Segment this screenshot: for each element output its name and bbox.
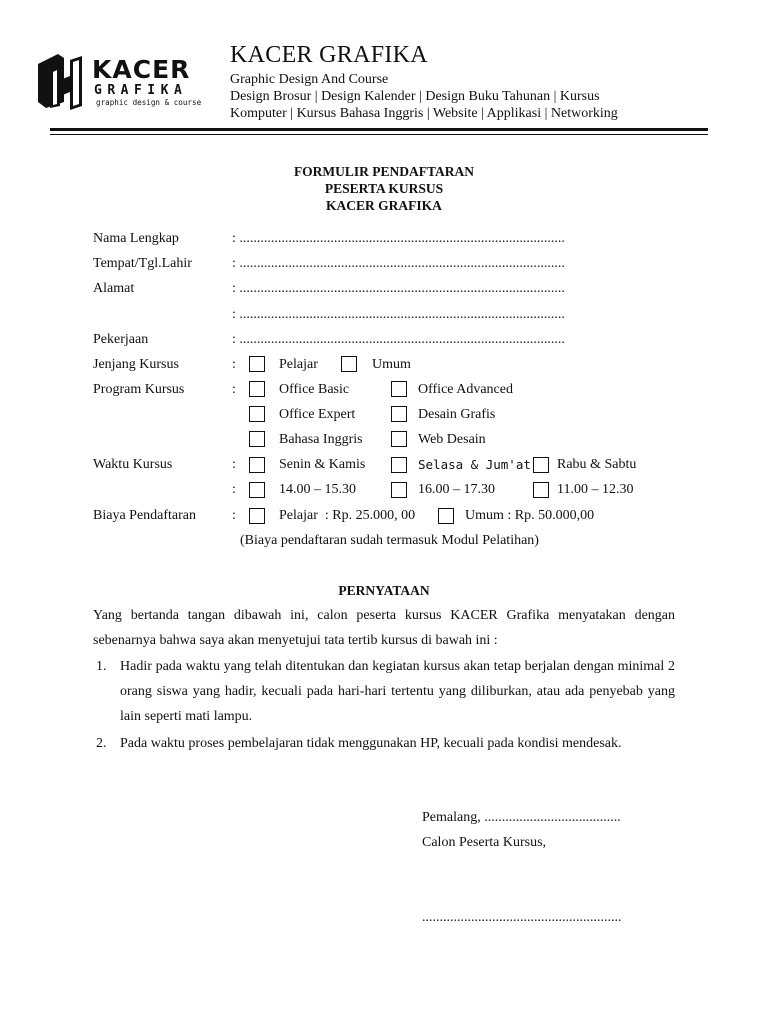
biaya-note: (Biaya pendaftaran sudah termasuk Modul Pelatihan) bbox=[240, 533, 539, 548]
option-time-1600: 16.00 – 17.30 bbox=[418, 482, 495, 497]
label-biaya-pendaftaran: Biaya Pendaftaran bbox=[93, 508, 197, 523]
signature-place-date[interactable]: Pemalang, ....................................... bbox=[422, 810, 621, 825]
option-biaya-pelajar: Pelajar : Rp. 25.000, 00 bbox=[279, 508, 416, 523]
logo-text-bottom: graphic design & course bbox=[96, 98, 202, 107]
label-alamat: Alamat bbox=[93, 281, 135, 296]
option-time-1400: 14.00 – 15.30 bbox=[279, 482, 356, 497]
option-time-1100: 11.00 – 12.30 bbox=[557, 482, 634, 497]
header-divider-thin bbox=[50, 134, 708, 135]
label-tempat-tgl-lahir: Tempat/Tgl.Lahir bbox=[93, 256, 192, 271]
logo-mark-icon bbox=[38, 54, 82, 110]
label-jenjang-kursus: Jenjang Kursus bbox=[93, 357, 179, 372]
checkbox-bahasa-inggris[interactable] bbox=[249, 431, 265, 447]
alamat-field-2[interactable]: : ............................................................................................. bbox=[232, 307, 565, 322]
option-office-advanced: Office Advanced bbox=[418, 382, 513, 397]
header-divider-thick bbox=[50, 128, 708, 131]
colon: : bbox=[232, 482, 236, 497]
logo-text-top: KACER bbox=[92, 55, 191, 84]
form-title-line-1: FORMULIR PENDAFTARAN bbox=[293, 164, 475, 179]
colon: : bbox=[232, 382, 236, 397]
checkbox-web-desain[interactable] bbox=[391, 431, 407, 447]
tempat-tgl-lahir-field[interactable]: : ............................................................................................. bbox=[232, 256, 565, 271]
checkbox-time-1400[interactable] bbox=[249, 482, 265, 498]
label-pekerjaan: Pekerjaan bbox=[93, 332, 149, 347]
option-jenjang-pelajar: Pelajar bbox=[279, 357, 318, 372]
option-office-expert: Office Expert bbox=[279, 407, 356, 422]
label-nama-lengkap: Nama Lengkap bbox=[93, 231, 179, 246]
checkbox-time-1100[interactable] bbox=[533, 482, 549, 498]
company-logo bbox=[36, 50, 222, 112]
option-rabu-sabtu: Rabu & Sabtu bbox=[557, 457, 637, 472]
checkbox-time-1600[interactable] bbox=[391, 482, 407, 498]
option-jenjang-umum: Umum bbox=[372, 357, 411, 372]
signature-line[interactable]: ......................................................... bbox=[422, 910, 622, 925]
checkbox-senin-kamis[interactable] bbox=[249, 457, 265, 473]
checkbox-office-basic[interactable] bbox=[249, 381, 265, 397]
services-line-2: Komputer | Kursus Bahasa Inggris | Website | Applikasi | Networking bbox=[230, 106, 618, 121]
rule-1-number: 1. bbox=[96, 659, 107, 674]
rule-1-text: Hadir pada waktu yang telah ditentukan dan kegiatan kursus akan tetap berjalan dengan minimal 2 orang siswa yang hadir, kecuali pada hari-hari tertentu yang diliburkan, atau ada penyebab yang lain seperti mati lampu. bbox=[120, 659, 675, 724]
checkbox-office-expert[interactable] bbox=[249, 406, 265, 422]
option-biaya-umum: Umum : Rp. 50.000,00 bbox=[465, 508, 595, 523]
nama-lengkap-field[interactable]: : ............................................................................................. bbox=[232, 231, 565, 246]
checkbox-selasa-jumat[interactable] bbox=[391, 457, 407, 473]
colon: : bbox=[232, 457, 236, 472]
logo-text-mid: GRAFIKA bbox=[94, 83, 188, 98]
pekerjaan-field[interactable]: : ............................................................................................. bbox=[232, 332, 565, 347]
checkbox-desain-grafis[interactable] bbox=[391, 406, 407, 422]
checkbox-jenjang-pelajar[interactable] bbox=[249, 356, 265, 372]
option-selasa-jumat: Selasa & Jum'at bbox=[418, 457, 531, 472]
checkbox-rabu-sabtu[interactable] bbox=[533, 457, 549, 473]
option-bahasa-inggris: Bahasa Inggris bbox=[279, 432, 363, 447]
option-desain-grafis: Desain Grafis bbox=[418, 407, 496, 422]
rule-2-text: Pada waktu proses pembelajaran tidak menggunakan HP, kecuali pada kondisi mendesak. bbox=[120, 736, 622, 751]
checkbox-jenjang-umum[interactable] bbox=[341, 356, 357, 372]
signature-role: Calon Peserta Kursus, bbox=[422, 835, 547, 850]
colon: : bbox=[232, 508, 236, 523]
option-senin-kamis: Senin & Kamis bbox=[279, 457, 366, 472]
statement-heading: PERNYATAAN bbox=[338, 583, 430, 598]
company-tagline: Graphic Design And Course bbox=[230, 72, 389, 87]
label-waktu-kursus: Waktu Kursus bbox=[93, 457, 173, 472]
option-web-desain: Web Desain bbox=[418, 432, 486, 447]
company-name: KACER GRAFIKA bbox=[230, 42, 428, 68]
checkbox-biaya-pelajar[interactable] bbox=[249, 508, 265, 524]
alamat-field-1[interactable]: : ............................................................................................. bbox=[232, 281, 565, 296]
statement-intro: Yang bertanda tangan dibawah ini, calon peserta kursus KACER Grafika menyatakan dengan sebenarnya bahwa saya akan menyetujui tata tertib kursus di bawah ini : bbox=[93, 608, 675, 648]
checkbox-biaya-umum[interactable] bbox=[438, 508, 454, 524]
option-office-basic: Office Basic bbox=[279, 382, 350, 397]
rule-2-number: 2. bbox=[96, 736, 107, 751]
form-title-line-3: KACER GRAFIKA bbox=[326, 198, 442, 213]
form-title-line-2: PESERTA KURSUS bbox=[324, 181, 444, 196]
checkbox-office-advanced[interactable] bbox=[391, 381, 407, 397]
colon: : bbox=[232, 357, 236, 372]
label-program-kursus: Program Kursus bbox=[93, 382, 185, 397]
services-line-1: Design Brosur | Design Kalender | Design Buku Tahunan | Kursus bbox=[230, 89, 600, 104]
